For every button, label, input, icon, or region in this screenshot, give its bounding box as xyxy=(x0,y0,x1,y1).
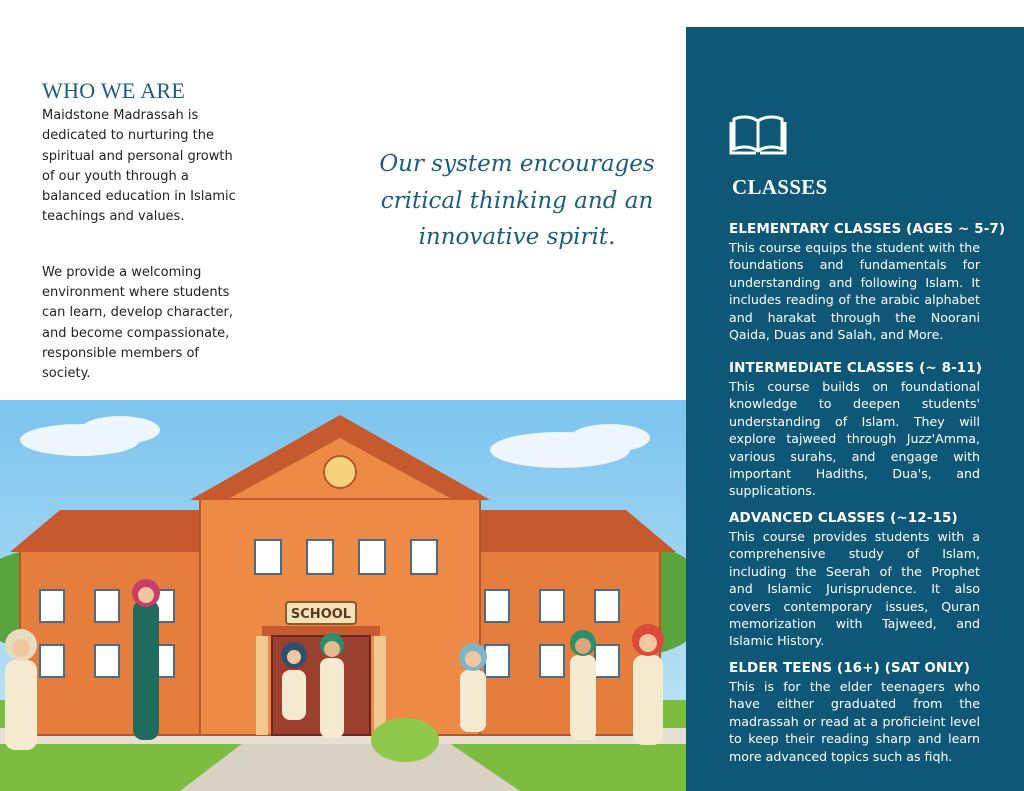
class-title: ADVANCED CLASSES (~12-15) xyxy=(729,510,958,526)
who-we-are-section xyxy=(42,78,242,385)
who-we-are-heading: WHO WE ARE xyxy=(42,78,186,103)
classes-panel xyxy=(686,27,1024,791)
class-title: ELDER TEENS (16+) (SAT ONLY) xyxy=(729,660,971,676)
class-item-elder-teens xyxy=(729,660,980,765)
who-we-are-paragraph-1: Maidstone Madrassah is dedicated to nurturing the spiritual and personal growth of our youth through a balanced education in Islamic teachings and values. xyxy=(42,108,236,225)
class-description: This course builds on foundational knowledge to deepen students' understanding of Islam. They will explore tajweed through Juzz'Amma, various surahs, and engage with important Hadiths, Dua's, and supplications. xyxy=(729,379,980,499)
class-title: ELEMENTARY CLASSES (AGES ~ 5-7) xyxy=(729,221,1006,237)
class-item-intermediate xyxy=(729,360,983,500)
school-illustration xyxy=(0,400,686,791)
class-description: This course provides students with a comprehensive study of Islam, including the Seerah of the Prophet and Islamic Jurisprudence. It also covers contemporary issues, Quran memorization with Tajweed, and Islamic History. xyxy=(729,529,980,649)
classes-heading: CLASSES xyxy=(732,175,828,199)
open-book-icon xyxy=(729,113,787,155)
class-item-elementary xyxy=(729,221,1006,343)
mission-quote: Our system encourages critical thinking and an innovative spirit. xyxy=(379,151,655,250)
class-description: This is for the elder teenagers who have either graduated from the madrassah or read at a proficieint level to keep their reading sharp and learn more advanced topics such as fiqh. xyxy=(729,679,980,764)
who-we-are-paragraph-2: We provide a welcoming environment where students can learn, develop character, and become compassionate, responsible members of society. xyxy=(42,264,233,382)
school-sign: SCHOOL xyxy=(290,607,352,622)
class-description: This course equips the student with the foundations and fundamentals for understanding and following Islam. It includes reading of the arabic alphabet and harakat through the Noorani Qaida, Duas and Salah, and More. xyxy=(729,240,980,343)
class-title: INTERMEDIATE CLASSES (~ 8-11) xyxy=(729,360,983,376)
class-item-advanced xyxy=(729,510,980,650)
